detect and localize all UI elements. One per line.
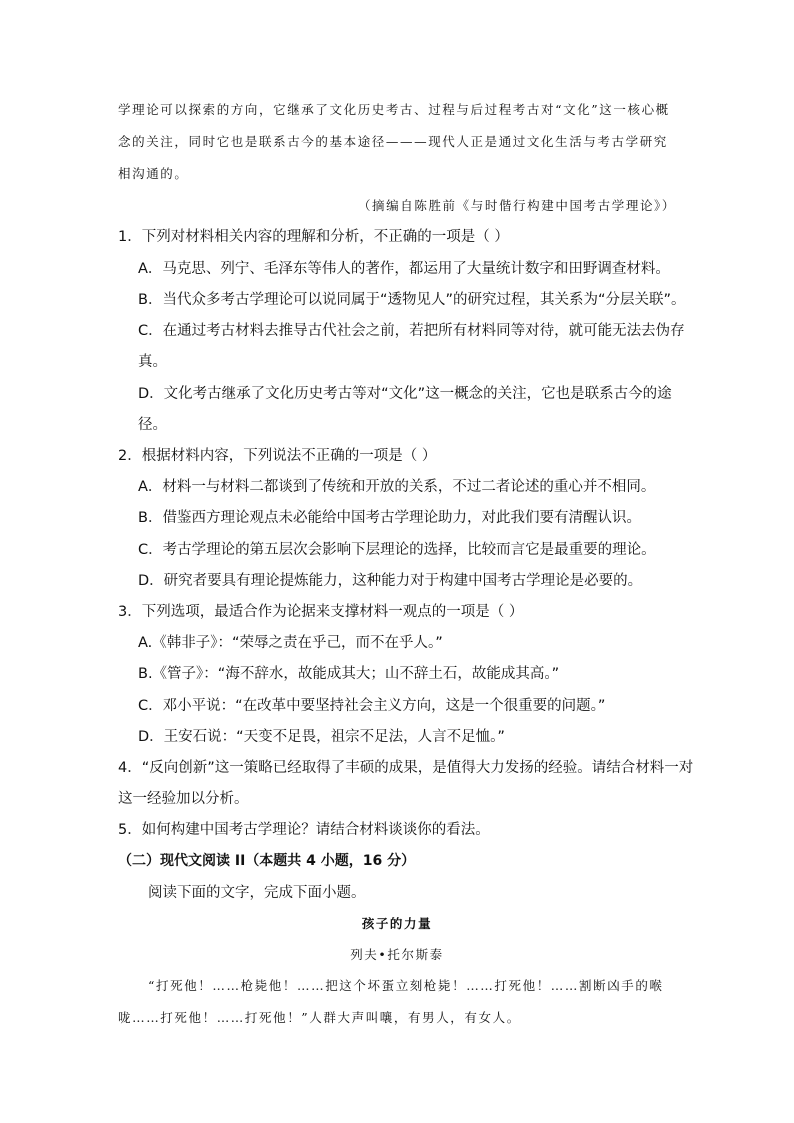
question-2-option-c: C．考古学理论的第五层次会影响下层理论的选择，比较而言它是最重要的理论。 bbox=[138, 542, 656, 558]
question-1-option-c-line-2: 真。 bbox=[138, 354, 167, 370]
question-1-option-d-line-1: D．文化考古继承了文化历史考古等对“文化”这一概念的关注，它也是联系古今的途 bbox=[138, 386, 672, 402]
question-2-option-b: B．借鉴西方理论观点未必能给中国考古学理论助力，对此我们要有清醒认识。 bbox=[138, 510, 641, 526]
story-author: 列夫•托尔斯泰 bbox=[350, 947, 444, 962]
source-citation: （摘编自陈胜前《与时偕行构建中国考古学理论》） bbox=[357, 198, 676, 213]
question-1-option-d-line-2: 径。 bbox=[138, 417, 167, 433]
question-3-option-b: B.《管子》：“海不辞水，故能成其大；山不辞土石，故能成其高。” bbox=[138, 666, 560, 682]
question-4-line-1: 4．“反向创新”这一策略已经取得了丰硕的成果，是值得大力发扬的经验。请结合材料一对 bbox=[118, 760, 694, 776]
question-1-stem: 1．下列对材料相关内容的理解和分析，不正确的一项是（ ） bbox=[118, 229, 509, 245]
reading-instruction: 阅读下面的文字，完成下面小题。 bbox=[148, 885, 366, 901]
question-1-option-a: A．马克思、列宁、毛泽东等伟人的著作，都运用了大量统计数字和田野调查材料。 bbox=[138, 261, 670, 277]
question-1-option-b: B．当代众多考古学理论可以说同属于“透物见人”的研究过程，其关系为“分层关联”。 bbox=[138, 292, 686, 308]
question-3-option-d: D．王安石说：“天变不足畏，祖宗不足法，人言不足恤。” bbox=[138, 729, 505, 745]
story-body-line-1: “打死他！……枪毙他！……把这个坏蛋立刻枪毙！……打死他！……割断凶手的喉 bbox=[148, 978, 664, 993]
question-3-option-c: C．邓小平说：“在改革中要坚持社会主义方向，这是一个很重要的问题。” bbox=[138, 698, 606, 714]
section-heading: （二）现代文阅读 II（本题共 4 小题，16 分） bbox=[118, 853, 416, 869]
story-body-line-2: 咙……打死他！……打死他！”人群大声叫嚷，有男人，有女人。 bbox=[118, 1010, 521, 1025]
question-3-option-a: A.《韩非子》：“荣辱之责在乎己，而不在乎人。” bbox=[138, 635, 443, 651]
question-2-option-d: D．研究者要具有理论提炼能力，这种能力对于构建中国考古学理论是必要的。 bbox=[138, 573, 643, 589]
question-1-option-c-line-1: C．在通过考古材料去推导古代社会之前，若把所有材料同等对待，就可能无法去伪存 bbox=[138, 323, 685, 339]
question-3-stem: 3．下列选项，最适合作为论据来支撑材料一观点的一项是（ ） bbox=[118, 604, 524, 620]
question-5: 5．如何构建中国考古学理论？请结合材料谈谈你的看法。 bbox=[118, 822, 490, 838]
question-4-line-2: 这一经验加以分析。 bbox=[118, 791, 249, 807]
intro-line-3: 相沟通的。 bbox=[118, 166, 189, 181]
question-2-stem: 2．根据材料内容，下列说法不正确的一项是（ ） bbox=[118, 448, 437, 464]
intro-line-1: 学理论可以探索的方向，它继承了文化历史考古、过程与后过程考古对“文化”这一核心概 bbox=[118, 102, 670, 117]
intro-line-2: 念的关注，同时它也是联系古今的基本途径———现代人正是通过文化生活与考古学研究 bbox=[118, 134, 668, 149]
question-2-option-a: A．材料一与材料二都谈到了传统和开放的关系，不过二者论述的重心并不相同。 bbox=[138, 479, 656, 495]
story-title: 孩子的力量 bbox=[361, 916, 433, 931]
